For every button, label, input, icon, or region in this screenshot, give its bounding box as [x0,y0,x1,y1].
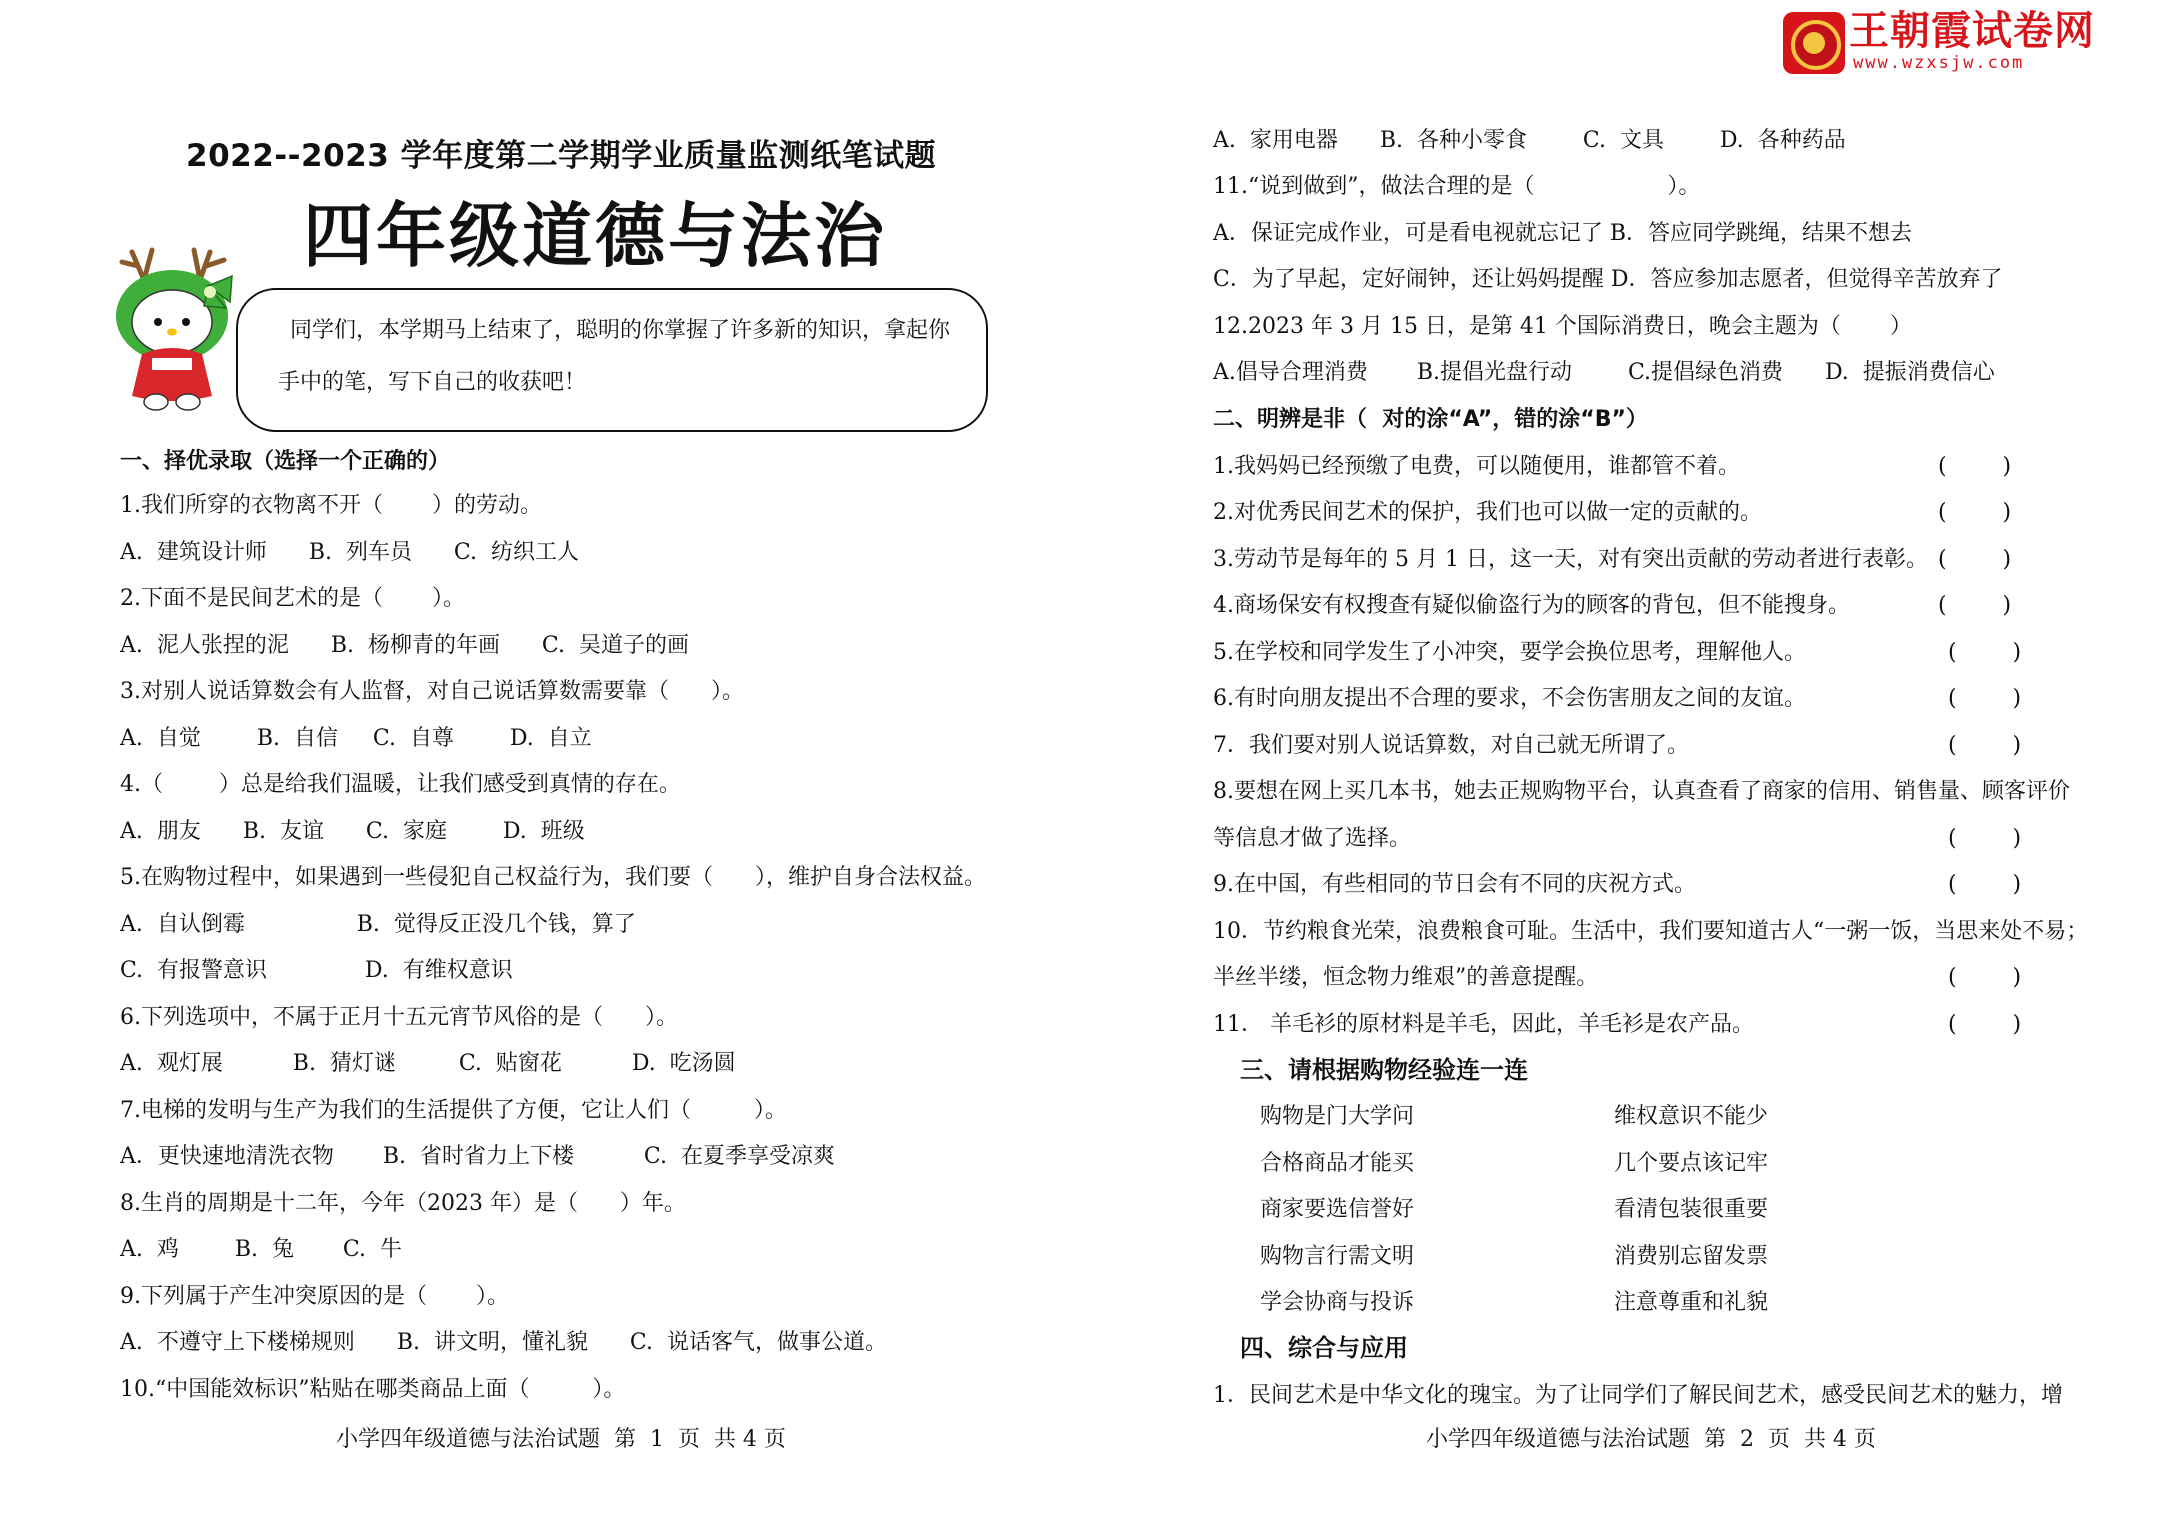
question-line: 1.我们所穿的衣物离不开（ ）的劳动。 [120,493,542,518]
question-line: A. 家用电器 B. 各种小零食 C. 文具 D. 各种药品 [1213,128,1846,153]
judgment-item: 7．我们要对别人说话算数，对自己就无所谓了。 [1213,733,1689,758]
question-line: 1．民间艺术是中华文化的瑰宝。为了让同学们了解民间艺术，感受民间艺术的魅力，增 [1213,1383,2063,1408]
question-line: 3.对别人说话算数会有人监督，对自己说话算数需要靠（ ）。 [120,679,744,704]
question-line: 6.下列选项中，不属于正月十五元宵节风俗的是（ ）。 [120,1005,678,1030]
answer-paren: ( ) [1938,500,2012,525]
question-line: 12.2023 年 3 月 15 日，是第 41 个国际消费日，晚会主题为（ ） [1213,314,1912,339]
question-line: A．保证完成作业，可是看电视就忘记了 B．答应同学跳绳，结果不想去 [1213,221,1913,246]
match-left-item: 合格商品才能买 [1260,1151,1415,1176]
exam-page-1 [0,0,1080,1529]
intro-text-line-1: 同学们，本学期马上结束了，聪明的你掌握了许多新的知识，拿起你 [290,318,951,343]
question-line: 9.下列属于产生冲突原因的是（ ）。 [120,1284,509,1309]
question-line: A. 不遵守上下楼梯规则 B. 讲文明，懂礼貌 C. 说话客气，做事公道。 [120,1330,887,1355]
logo-url-text: www.wzxsjw.com [1853,53,2025,73]
question-line: 4.（ ）总是给我们温暖，让我们感受到真情的存在。 [120,772,681,797]
page-footer: 小学四年级道德与法治试题 第 2 页 共 4 页 [1426,1427,1876,1452]
question-line: A. 朋友 B. 友谊 C. 家庭 D. 班级 [120,819,585,844]
judgment-item: 2.对优秀民间艺术的保护，我们也可以做一定的贡献的。 [1213,500,1762,525]
intro-text-line-2: 手中的笔，写下自己的收获吧！ [278,370,587,395]
subject-title: 四年级道德与法治 [303,195,887,277]
exam-title: 2022--2023 学年度第二学期学业质量监测纸笔试题 [186,138,937,174]
question-line: 8.生肖的周期是十二年，今年（2023 年）是（ ）年。 [120,1191,686,1216]
match-left-item: 学会协商与投诉 [1260,1290,1415,1315]
section-4-title: 四、综合与应用 [1240,1334,1408,1362]
match-right-item: 注意尊重和礼貌 [1614,1290,1769,1315]
match-right-item: 维权意识不能少 [1614,1104,1769,1129]
judgment-item: 3.劳动节是每年的 5 月 1 日，这一天，对有突出贡献的劳动者进行表彰。 [1213,547,1928,572]
judgment-item: 5.在学校和同学发生了小冲突，要学会换位思考，理解他人。 [1213,640,1806,665]
match-right-item: 消费别忘留发票 [1614,1244,1769,1269]
answer-paren: ( ) [1948,733,2022,758]
intro-speech-bubble [236,288,988,432]
question-line: A. 泥人张捏的泥 B. 杨柳青的年画 C. 吴道子的画 [120,633,689,658]
match-left-item: 购物是门大学问 [1260,1104,1415,1129]
question-line: 5.在购物过程中，如果遇到一些侵犯自己权益行为，我们要（ ），维护自身合法权益。 [120,865,986,890]
match-left-item: 商家要选信誉好 [1260,1197,1415,1222]
question-line: 2.下面不是民间艺术的是（ ）。 [120,586,465,611]
judgment-item: 4.商场保安有权搜查有疑似偷盗行为的顾客的背包，但不能搜身。 [1213,593,1850,618]
judgment-item: 11． 羊毛衫的原材料是羊毛，因此，羊毛衫是农产品。 [1213,1012,1754,1037]
page-footer: 小学四年级道德与法治试题 第 1 页 共 4 页 [336,1427,786,1452]
answer-paren: ( ) [1948,686,2022,711]
judgment-item: 9.在中国，有些相同的节日会有不同的庆祝方式。 [1213,872,1696,897]
question-line: A. 自认倒霉 B. 觉得反正没几个钱，算了 [120,912,636,937]
judgment-item: 10．节约粮食光荣，浪费粮食可耻。生活中，我们要知道古人“一粥一饭，当思来处不易； [1213,919,2089,944]
judgment-item: 8.要想在网上买几本书，她去正规购物平台，认真查看了商家的信用、销售量、顾客评价 [1213,779,2070,804]
question-line: A.倡导合理消费 B.提倡光盘行动 C.提倡绿色消费 D. 提振消费信心 [1213,360,1995,385]
question-line: 7.电梯的发明与生产为我们的生活提供了方便，它让人们（ ）。 [120,1098,787,1123]
answer-paren: ( ) [1938,547,2012,572]
answer-paren: ( ) [1948,965,2022,990]
question-line: 10.“中国能效标识”粘贴在哪类商品上面（ ）。 [120,1377,626,1402]
question-line: A. 鸡 B. 兔 C. 牛 [120,1237,402,1262]
match-right-item: 看清包装很重要 [1614,1197,1769,1222]
question-line: C. 有报警意识 D. 有维权意识 [120,958,513,983]
judgment-item: 等信息才做了选择。 [1213,826,1412,851]
exam-page-2 [1080,0,2161,1529]
judgment-item: 6.有时向朋友提出不合理的要求，不会伤害朋友之间的友谊。 [1213,686,1806,711]
section-1-title: 一、择优录取（选择一个正确的） [120,449,451,474]
section-2-title: 二、明辨是非（ 对的涂“A”，错的涂“B”） [1213,407,1648,432]
answer-paren: ( ) [1938,593,2012,618]
question-line: A. 观灯展 B. 猜灯谜 C. 贴窗花 D. 吃汤圆 [120,1051,736,1076]
logo-brand-text: 王朝霞试卷网 [1849,8,2095,54]
judgment-item: 1.我妈妈已经预缴了电费，可以随便用，谁都管不着。 [1213,454,1740,479]
judgment-item: 半丝半缕，恒念物力维艰”的善意提醒。 [1213,965,1599,990]
answer-paren: ( ) [1938,454,2012,479]
question-line: C．为了早起，定好闹钟，还让妈妈提醒 D．答应参加志愿者，但觉得辛苦放弃了 [1213,267,2003,292]
answer-paren: ( ) [1948,640,2022,665]
match-left-item: 购物言行需文明 [1260,1244,1415,1269]
question-line: A．更快速地清洗衣物 B. 省时省力上下楼 C. 在夏季享受凉爽 [120,1144,835,1169]
question-line: 11.“说到做到”，做法合理的是（ ）。 [1213,174,1701,199]
mascot-illustration [108,246,248,414]
match-right-item: 几个要点该记牢 [1614,1151,1769,1176]
answer-paren: ( ) [1948,826,2022,851]
answer-paren: ( ) [1948,872,2022,897]
section-3-title: 三、请根据购物经验连一连 [1240,1056,1528,1084]
question-line: A. 自觉 B. 自信 C. 自尊 D. 自立 [120,726,592,751]
question-line: A. 建筑设计师 B. 列车员 C. 纺织工人 [120,540,579,565]
answer-paren: ( ) [1948,1012,2022,1037]
